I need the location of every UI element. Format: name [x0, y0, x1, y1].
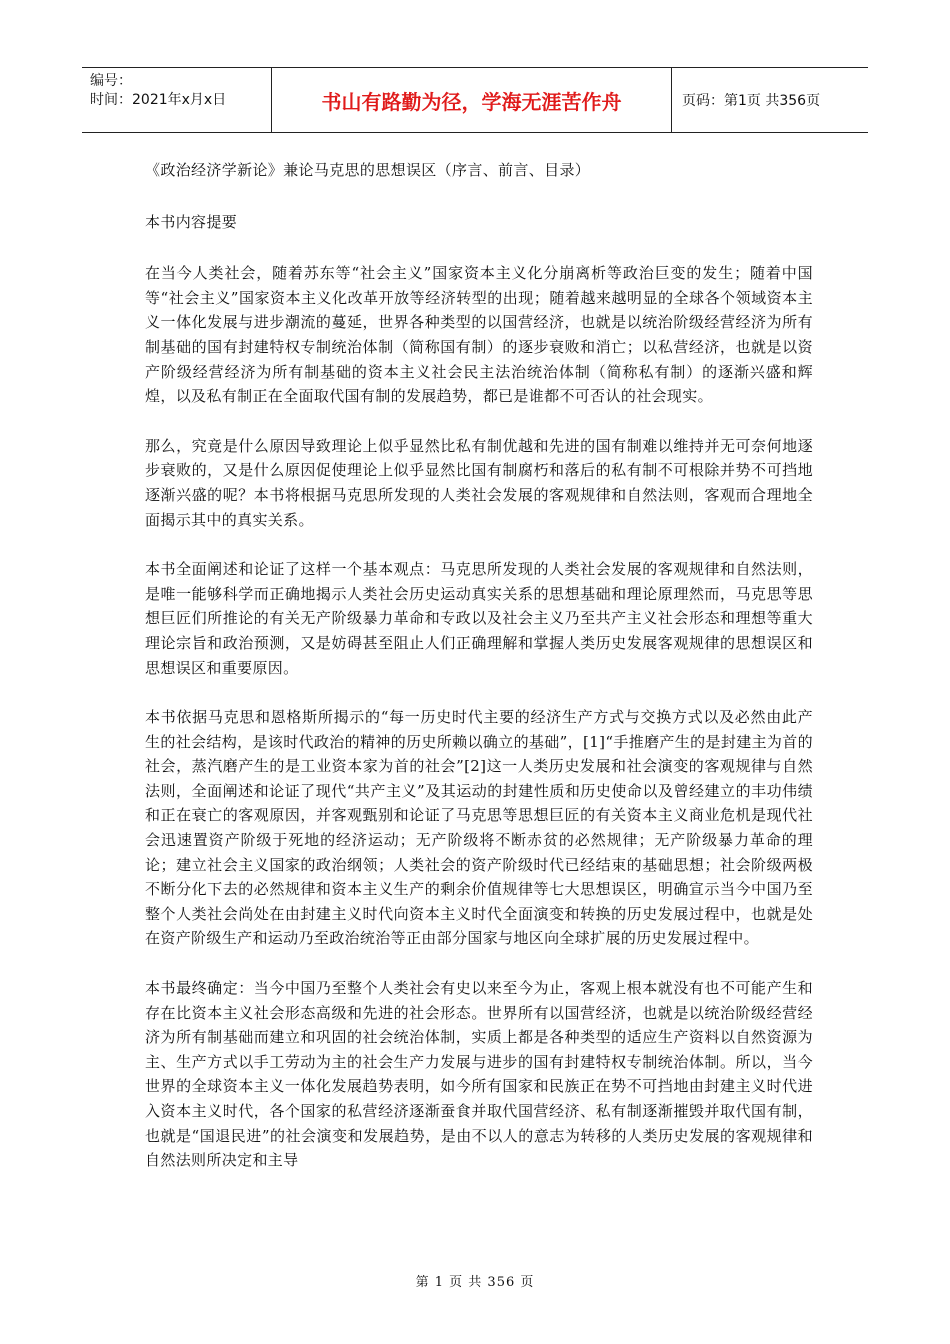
paragraph: 本书全面阐述和论证了这样一个基本观点：马克思所发现的人类社会发展的客观规律和自然法则，是唯一能够科学而正确地揭示人类社会历史运动真实关系的思想基础和理论原理然而，马克思等思想巨匠们所推论的有关无产阶级暴力革命和专政以及社会主义乃至共产主义社会形态和理想等重大理论宗旨和政治预测，又是妨碍甚至阻止人们正确理解和掌握人类历史发展客观规律的思想误区和思想误区和重要原因。: [145, 560, 813, 677]
document-title: 《政治经济学新论》兼论马克思的思想误区（序言、前言、目录）: [145, 161, 591, 179]
paragraph: 本书最终确定：当今中国乃至整个人类社会有史以来至今为止，客观上根本就没有也不可能产生和存在比资本主义社会形态高级和先进的社会形态。世界所有以国营经济，也就是以统治阶级经营经济为所有制基础而建立和巩固的社会统治体制，实质上都是各种类型的适应生产资料以自然资源为主、生产方式以手工劳动为主的社会生产力发展与进步的国有封建特权专制统治体制。所以，当今世界的全球资本主义一体化发展趋势表明，如今所有国家和民族正在势不可挡地由封建主义时代进入资本主义时代，各个国家的私营经济逐渐蚕食并取代国营经济、私有制逐渐摧毁并取代国有制，也就是“国退民进”的社会演变和发展趋势，是由不以人的意志为转移的人类历史发展的客观规律和自然法则所决定和主导: [145, 979, 813, 1170]
header-page-info: 页码：第1页 共356页: [682, 93, 821, 109]
section-heading: 本书内容提要: [145, 212, 238, 231]
paragraph: 那么，究竟是什么原因导致理论上似乎显然比私有制优越和先进的国有制难以维持并无可奈何地逐步衰败的，又是什么原因促使理论上似乎显然比国有制腐朽和落后的私有制不可根除并势不可挡地逐渐兴盛的呢？本书将根据马克思所发现的人类社会发展的客观规律和自然法则，客观而合理地全面揭示其中的真实关系。: [145, 436, 813, 529]
paragraph: 本书依据马克思和恩格斯所揭示的“每一历史时代主要的经济生产方式与交换方式以及必然由此产生的社会结构，是该时代政治的精神的历史所赖以确立的基础”，[1]“手推磨产生的是封建主为首的社会，蒸汽磨产生的是工业资本家为首的社会”[2]这一人类历史发展和社会演变的客观规律与自然法则，全面阐述和论证了现代“共产主义”及其运动的封建性质和历史使命以及曾经建立的丰功伟绩和正在衰亡的客观原因，并客观甄别和论证了马克思等思想巨匠的有关资本主义商业危机是现代社会迅速置资产阶级于死地的经济运动；无产阶级将不断赤贫的必然规律；无产阶级暴力革命的理论；建立社会主义国家的政治纲领；人类社会的资产阶级时代已经结束的基础思想；社会阶级两极不断分化下去的必然规律和资本主义生产的剩余价值规律等七大思想误区，明确宣示当今中国乃至整个人类社会尚处在由封建主义时代向资本主义时代全面演变和转换的历史发展过程中，也就是处在资产阶级生产和运动乃至政治统治等正由部分国家与地区向全球扩展的历史发展过程中。: [145, 708, 813, 948]
document-number-label: 编号：: [90, 73, 132, 89]
header-meta: [82, 68, 272, 132]
page-footer: 第 1 页 共 356 页: [415, 1275, 535, 1290]
document-body: [145, 158, 813, 1198]
page-header: [82, 67, 868, 133]
header-motto: 书山有路勤为径，学海无涯苦作舟: [272, 68, 672, 132]
document-date: 时间：2021年x月x日: [90, 92, 227, 108]
paragraph: 在当今人类社会，随着苏东等“社会主义”国家资本主义化分崩离析等政治巨变的发生；随着中国等“社会主义”国家资本主义化改革开放等经济转型的出现；随着越来越明显的全球各个领域资本主义一体化发展与进步潮流的蔓延，世界各种类型的以国营经济，也就是以统治阶级经营经济为所有制基础的国有封建特权专制统治体制（简称国有制）的逐步衰败和消亡；以私营经济，也就是以资产阶级经营经济为所有制基础的资本主义社会民主法治统治体制（简称私有制）的逐渐兴盛和辉煌，以及私有制正在全面取代国有制的发展趋势，都已是谁都不可否认的社会现实。: [145, 264, 813, 406]
